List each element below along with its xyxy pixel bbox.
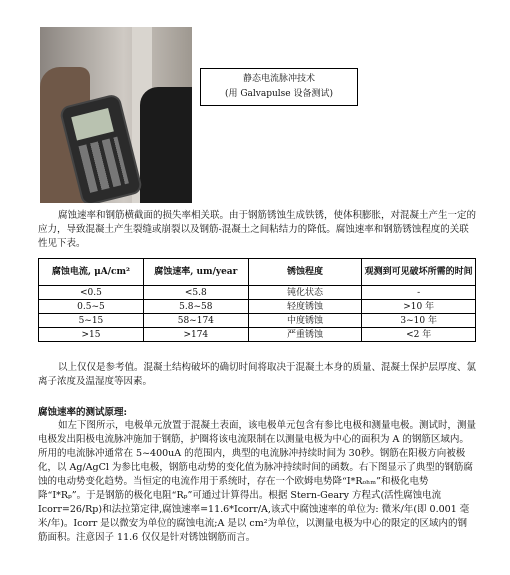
caption-title: 静态电流脉冲技术 bbox=[242, 74, 315, 84]
galvapulse-device-photo bbox=[40, 27, 192, 203]
table-cell: >15 bbox=[39, 328, 144, 342]
caption-subtitle: (用 Galvapulse 设备测试) bbox=[224, 89, 333, 99]
table-cell: 0.5~5 bbox=[39, 300, 144, 314]
table-row bbox=[39, 314, 476, 328]
col-header-current: 腐蚀电流, μA/cm² bbox=[39, 259, 144, 286]
table-cell: 钝化状态 bbox=[248, 286, 362, 300]
photo-caption-box bbox=[200, 68, 358, 106]
table-cell: 3~10 年 bbox=[362, 314, 476, 328]
section-heading: 腐蚀速率的测试原理: bbox=[38, 407, 128, 418]
table-cell: >174 bbox=[143, 328, 248, 342]
table-cell: 58~174 bbox=[143, 314, 248, 328]
table-cell: - bbox=[362, 286, 476, 300]
table-row bbox=[39, 328, 476, 342]
col-header-time: 观测到可见破坏所需的时间 bbox=[362, 259, 476, 286]
table-cell: <2 年 bbox=[362, 328, 476, 342]
table-cell: <0.5 bbox=[39, 286, 144, 300]
table-cell: 严重锈蚀 bbox=[248, 328, 362, 342]
intro-paragraph: 腐蚀速率和钢筋横截面的损失率相关联。由于钢筋锈蚀生成铁锈，使体积膨胀，对混凝土产生一定的应力，导致混凝土产生裂缝或崩裂以及钢筋-混凝土之间粘结力的降低。腐蚀速率和钢筋锈蚀程度的关联性见下表。 bbox=[38, 210, 477, 249]
table-cell: >10 年 bbox=[362, 300, 476, 314]
principle-paragraph: 如左下图所示，电极单元放置于混凝土表面，该电极单元包含有参比电极和测量电极。测试时，测量电极发出阳极电流脉冲施加于钢筋，护圈将该电流限制在以测量电极为中心的面积为 A 的钢筋区域内。所用的电流脉冲通常在 5~400uA 的范围内，典型的电流脉冲持续时间为 30秒。钢筋在阳极方向被极化，以 Ag/AgCl 为参比电极，钢筋电动势的变化值为脉冲持续时间的函数。右下图显示了典型的钢筋腐蚀的电动势变化趋势。当恒定的电流作用于系统时，存在一个欧姆电势降“I*Rₒₕₘ”和极化电势降“I*Rₚ”。于是钢筋的极化电阻“Rₚ”可通过计算得出。根据 Stern-Geary 方程式(活性腐蚀电流 Icorr=26/Rp)和法拉第定律,腐蚀速率=11.6*Icorr/A,该式中腐蚀速率的单位为: 微米/年(即 0.001 毫米/年)。Icorr 是以微安为单位的腐蚀电流;A 是以 cm²为单位，以测量电极为中心的限定的区域内的钢筋面积。注意因子 11.6 仅仅是针对锈蚀钢筋而言。 bbox=[38, 420, 477, 543]
corrosion-rate-table bbox=[38, 258, 476, 342]
col-header-rate: 腐蚀速率, um/year bbox=[143, 259, 248, 286]
table-row bbox=[39, 286, 476, 300]
table-cell: <5.8 bbox=[143, 286, 248, 300]
table-cell: 5.8~58 bbox=[143, 300, 248, 314]
table-cell: 轻度锈蚀 bbox=[248, 300, 362, 314]
table-header-row bbox=[39, 259, 476, 286]
table-cell: 中度锈蚀 bbox=[248, 314, 362, 328]
col-header-degree: 锈蚀程度 bbox=[248, 259, 362, 286]
table-row bbox=[39, 300, 476, 314]
table-cell: 5~15 bbox=[39, 314, 144, 328]
reference-note: 以上仅仅是参考值。混凝土结构破坏的确切时间将取决于混凝土本身的质量、混凝土保护层厚度、氯离子浓度及温湿度等因素。 bbox=[38, 362, 477, 387]
